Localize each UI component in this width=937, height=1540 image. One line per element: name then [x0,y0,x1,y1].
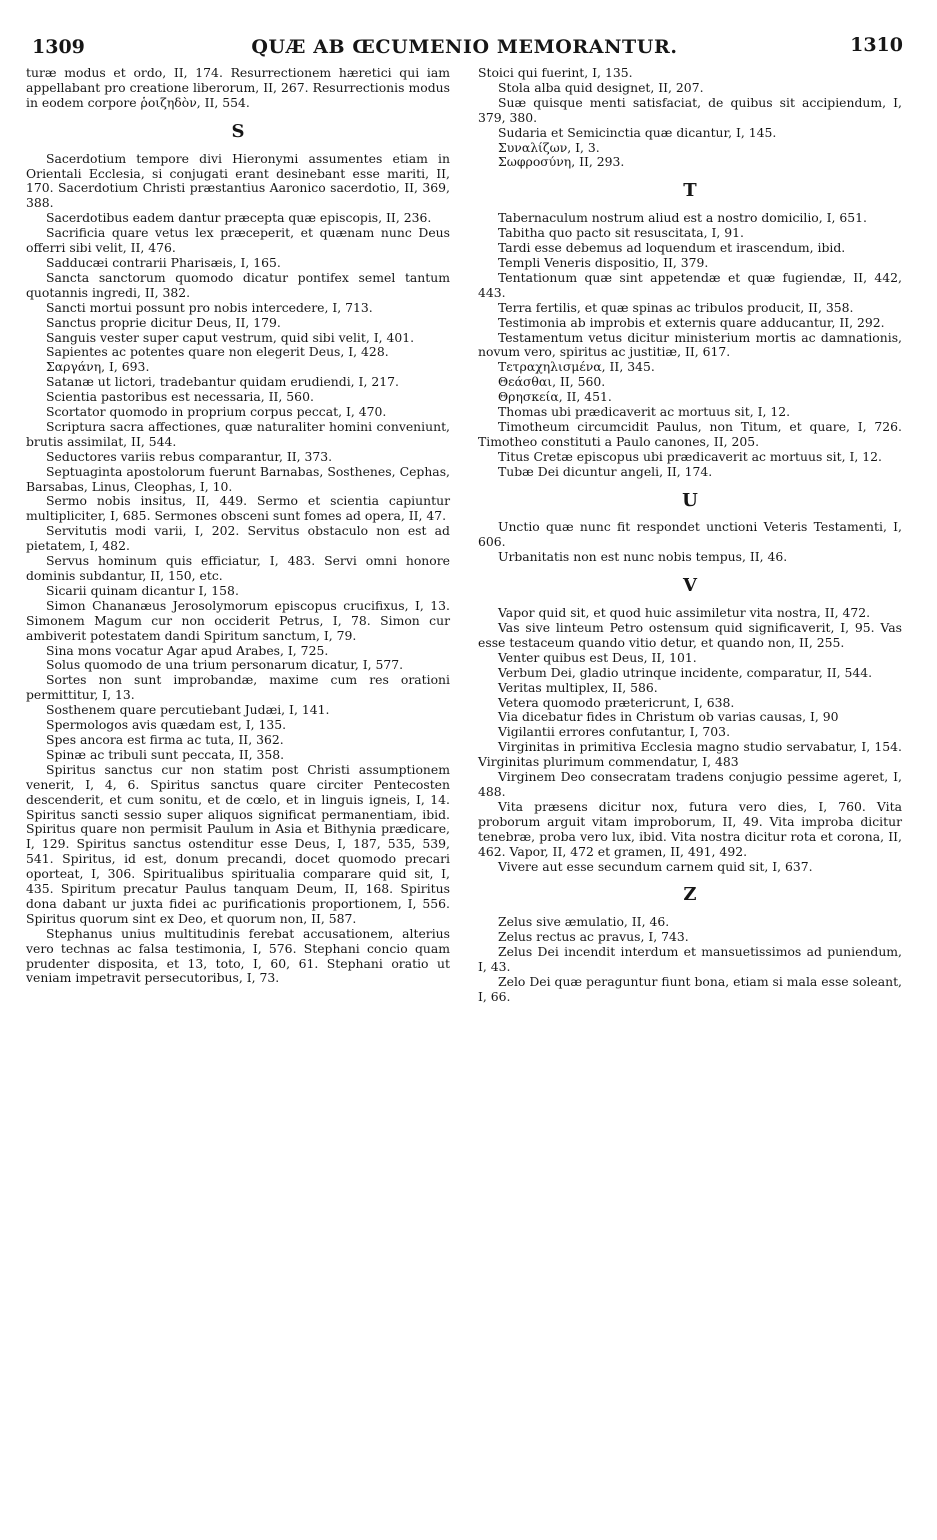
section-letter: Z [683,884,697,906]
index-entry: Vita præsens dicitur nox, futura vero dies, I, 760. Vita proborum arguit vitam improborum, II, 49. Vita improba dicitur tenebræ, proba vero lux, ibid. Vita nostra dicitur rota et corona, II, 462. Vapor, II, 472 et gramen, II, 491, 492. [478,798,902,859]
index-entry: Vas sive linteum Petro ostensum quid significaverit, I, 95. Vas esse testaceum quando vitio detur, et quando non, II, 255. [478,620,902,650]
page-header [26,30,903,66]
section-letter: V [683,575,697,597]
index-entry: Scriptura sacra affectiones, quæ naturaliter homini conveniunt, brutis assimilat, II, 544. [26,418,450,449]
index-entry: Septuaginta apostolorum fuerunt Barnabas, Sosthenes, Cephas, Barsabas, Linus, Cleophas, I, 10. [26,463,450,494]
index-entry: Θεάσθαι, II, 560. [498,374,606,390]
index-entry: Tubæ Dei dicuntur angeli, II, 174. [498,463,713,479]
index-entry: Spiritus sanctus cur non statim post Christi assumptionem venerit, I, 4, 6. Spiritus sanctus quare circiter Pentecosten descenderit, et cum sonitu, et de cœlo, et in linguis igneis, I, 14. Spiritus sancti sessio super aliquos significat permanentiam, ibid. Spiritus quare non permisit Paulum in Asia et Bithynia prædicare, I, 129. Spiritus sanctus ostenditur esse Deus, I, 187, 535, 539, 541. Spiritus, id est, donum precandi, docet quomodo precari oporteat, I, 306. Spiritualibus spiritualia comparare quid sit, I, 435. Spiritum precatur Paulus tanquam Deum, II, 168. Spiritus dona dabant ur juxta fidei ac purificationis proportionem, I, 556. Spiritus quorum sint ex Deo, et quorum non, II, 587. [26,761,450,926]
index-entry: Vetera quomodo prætericrunt, I, 638. [498,694,735,710]
index-entry: Seductores variis rebus comparantur, II, 373. [46,448,333,464]
index-entry: turæ modus et ordo, II, 174. Resurrectionem hæretici qui iam appellabant pro creatione liberorum, II, 267. Resurrectionis modus in eodem corpore ῥοιζηδὸν, II, 554. [26,65,450,110]
index-entry: Virginitas in primitiva Ecclesia magno studio servabatur, I, 154. Virginitas plurimum commendatur, I, 483 [478,739,902,770]
index-entry: Tabitha quo pacto sit resuscitata, I, 91. [498,225,744,241]
index-entry: Unctio quæ nunc fit respondet unctioni Veteris Testamenti, I, 606. [478,519,902,550]
index-entry: Spermologos avis quædam est, I, 135. [46,717,287,733]
section-letter: S [231,120,245,142]
index-entry: Stoici qui fuerint, I, 135. [478,65,633,80]
index-entry: Sacrificia quare vetus lex præceperit, et quænam nunc Deus offerri sibi velit, II, 476. [26,225,450,256]
index-entry: Sortes non sunt improbandæ, maxime cum res orationi permittitur, I, 13. [26,672,450,703]
index-entry: Vivere aut esse secundum carnem quid sit, I, 637. [498,858,813,874]
index-entry: Timotheum circumcidit Paulus, non Titum, et quare, I, 726. Timotheo constituti a Paulo canones, II, 205. [478,418,902,449]
index-entry: Testimonia ab improbis et externis quare adducantur, II, 292. [498,314,885,330]
index-entry: Tardi esse debemus ad loquendum et irascendum, ibid. [498,240,846,256]
index-entry: Συναλίζων, I, 3. [498,139,600,155]
index-entry: Σαργάνη, I, 693. [46,359,150,375]
index-entry: Τετραχηλισμένα, II, 345. [498,359,655,375]
index-entry: Solus quomodo de una trium personarum dicatur, I, 577. [46,657,404,673]
index-entry: Sosthenem quare percutiebant Judæi, I, 141. [46,702,330,718]
index-entry: Veritas multiplex, II, 586. [498,679,658,695]
index-entry: Zelo Dei quæ peraguntur fiunt bona, etiam si mala esse soleant, I, 66. [478,973,902,1004]
index-entry: Sanguis vester super caput vestrum, quid sibi velit, I, 401. [46,329,415,345]
index-entry: Sapientes ac potentes quare non elegerit Deus, I, 428. [46,344,389,360]
left-column [26,66,450,1005]
index-entry: Zelus sive æmulatio, II, 46. [498,914,670,930]
section-letter: T [683,180,697,202]
index-entry: Sudaria et Semicinctia quæ dicantur, I, 145. [498,124,777,140]
index-entry: Vigilantii errores confutantur, I, 703. [498,724,731,740]
left-page-number: 1309 [32,36,85,58]
index-entry: Sadducæi contrarii Pharisæis, I, 165. [46,254,281,270]
index-entry: Templi Veneris dispositio, II, 379. [498,254,709,270]
index-entry: Σωφροσύνη, II, 293. [498,154,625,170]
index-entry: Virginem Deo consecratam tradens conjugio pessime ageret, I, 488. [478,769,902,799]
index-entry: Simon Chananæus Jerosolymorum episcopus crucifixus, I, 13. Simonem Magum cur non occiderit Petrus, I, 78. Simon cur ambiverit potestatem dandi Spiritum sanctum, I, 79. [26,597,450,643]
index-entry: Vapor quid sit, et quod huic assimiletur vita nostra, II, 472. [498,605,871,621]
index-entry: Spes ancora est firma ac tuta, II, 362. [46,731,284,747]
index-entry: Verbum Dei, gladio utrinque incidente, comparatur, II, 544. [498,664,873,680]
index-entry: Satanæ ut lictori, tradebantur quidam erudiendi, I, 217. [46,374,399,390]
index-entry: Tentationum quæ sint appetendæ et quæ fugiendæ, II, 442, 443. [478,269,902,300]
index-entry: Sina mons vocatur Agar apud Arabes, I, 725. [46,642,329,658]
index-entry: Venter quibus est Deus, II, 101. [498,649,697,665]
index-entry: Zelus rectus ac pravus, I, 743. [498,929,689,945]
index-entry: Scortator quomodo in proprium corpus peccat, I, 470. [46,404,387,420]
index-entry: Spinæ ac tribuli sunt peccata, II, 358. [46,746,285,762]
index-entry: Tabernaculum nostrum aliud est a nostro domicilio, I, 651. [498,210,867,226]
index-entry: Sicarii quinam dicantur I, 158. [46,582,239,598]
index-entry: Sanctus proprie dicitur Deus, II, 179. [46,314,281,330]
index-entry: Stola alba quid designet, II, 207. [498,79,704,95]
index-entry: Scientia pastoribus est necessaria, II, 560. [46,389,314,405]
index-entry: Testamentum vetus dicitur ministerium mortis ac damnationis, novum vero, spiritus ac justitiæ, II, 617. [478,329,902,360]
index-entry: Sermo nobis insitus, II, 449. Sermo et scientia capiuntur multipliciter, I, 685. Sermones obsceni sunt fomes ad opera, II, 47. [26,493,450,524]
index-entry: Servitutis modi varii, I, 202. Servitus obstaculo non est ad pietatem, I, 482. [26,523,450,554]
running-title: QUÆ AB ŒCUMENIO MEMORANTUR. [251,36,678,58]
index-columns [26,66,903,1005]
right-column [478,66,902,1005]
index-entry: Suæ quisque menti satisfaciat, de quibus sit accipiendum, I, 379, 380. [478,94,902,125]
right-page-number: 1310 [850,34,903,56]
index-entry: Sacerdotibus eadem dantur præcepta quæ episcopis, II, 236. [46,210,432,226]
index-entry: Sancti mortui possunt pro nobis intercedere, I, 713. [46,299,373,315]
index-entry: Servus hominum quis efficiatur, I, 483. Servi omni honore dominis subdantur, II, 150, etc. [26,553,450,583]
index-entry: Thomas ubi prædicaverit ac mortuus sit, I, 12. [498,404,791,420]
index-entry: Sacerdotium tempore divi Hieronymi assumentes etiam in Orientali Ecclesia, si conjugati erant desinebant esse mariti, II, 170. Sacerdotium Christi præstantius Aaronico sacerdotio, II, 369, 388. [26,150,450,211]
index-entry: Titus Cretæ episcopus ubi prædicaverit ac mortuus sit, I, 12. [498,448,882,464]
section-letter: U [682,489,698,511]
index-entry: Θρησκεία, II, 451. [498,389,612,405]
index-entry: Zelus Dei incendit interdum et mansuetissimos ad puniendum, I, 43. [478,944,902,975]
index-entry: Urbanitatis non est nunc nobis tempus, II, 46. [498,549,788,565]
index-entry: Terra fertilis, et quæ spinas ac tribulos producit, II, 358. [498,299,854,315]
index-entry: Stephanus unius multitudinis ferebat accusationem, alterius vero technas ac falsa testimonia, I, 576. Stephani concio quam prudenter disposita, et 13, toto, I, 60, 61. Stephani oratio ut veniam impetravit persecutoribus, I, 73. [26,925,450,986]
index-entry: Via dicebatur fides in Christum ob varias causas, I, 90 [498,709,839,725]
index-entry: Sancta sanctorum quomodo dicatur pontifex semel tantum quotannis ingredi, II, 382. [26,269,450,300]
